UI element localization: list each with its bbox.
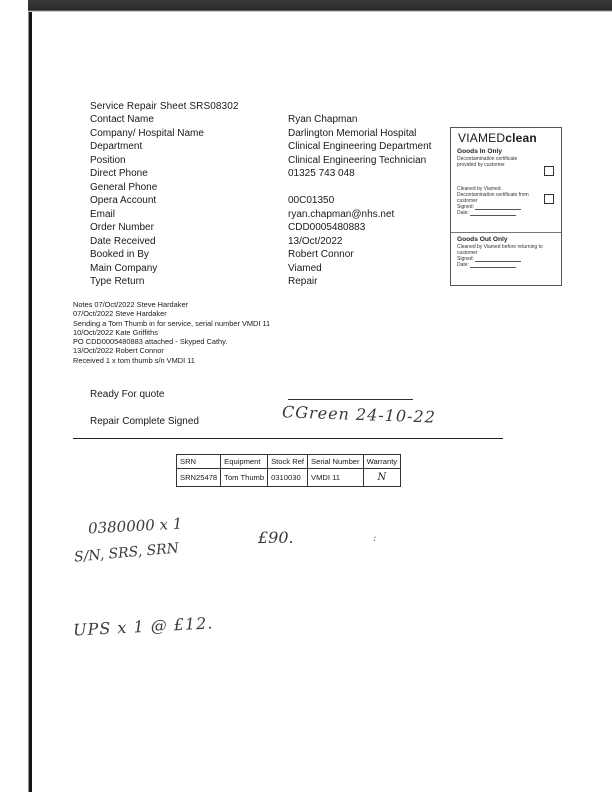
handwritten-signature: CGreen 24-10-22 [281,402,437,427]
field-label: Position [90,154,126,166]
field-label: Company/ Hospital Name [90,127,204,139]
repair-complete-label: Repair Complete Signed [90,416,199,427]
field-label: Order Number [90,222,154,233]
handwritten-mark: : [373,533,377,544]
note-line: Sending a Tom Thumb in for service, serial number VMDI 11 [73,318,271,328]
field-value: Clinical Engineering Technician [288,154,427,166]
note-line: 07/Oct/2022 Steve Hardaker [73,309,167,319]
note-line: Notes 07/Oct/2022 Steve Hardaker [73,300,189,309]
handwritten-price: £90. [258,528,294,547]
note-line: Received 1 x tom thumb s/n VMDI 11 [73,355,195,365]
field-value: CDD0005480883 [288,222,366,233]
field-label: General Phone [90,181,158,193]
field-label: Department [90,141,143,152]
field-label: Opera Account [90,195,157,206]
field-value: Clinical Engineering Department [288,141,432,152]
serial-number-cell: VMDI 11 [308,469,364,487]
field-value: Darlington Memorial Hospital [288,127,417,139]
column-header: Equipment [221,455,268,469]
field-value: 00C01350 [288,195,335,206]
field-value: Ryan Chapman [288,114,358,125]
stamp-cleaned [457,186,537,216]
field-label: Main Company [90,262,158,274]
field-label: Date Received [90,235,156,247]
stamp-signed-row: Signed: [457,204,537,210]
stamp-logo: VIAMEDclean [458,131,537,145]
scan-top-edge [28,0,612,12]
field-label: Booked in By [90,249,149,260]
field-value: 01325 743 048 [288,168,355,179]
handwritten-part-number: 0380000 x 1 [87,514,183,538]
handwritten-references: S/N, SRS, SRN [73,540,180,566]
cleaned-checkbox[interactable] [544,194,554,204]
note-line: 10/Oct/2022 Kate Griffiths [73,327,158,337]
table-row [177,469,401,487]
ready-for-quote-line [288,399,413,400]
column-header: Warranty [363,455,401,469]
goods-in-checkbox[interactable] [544,166,554,176]
note-line: 13/Oct/2022 Robert Connor [73,346,164,356]
field-label: Contact Name [90,114,154,125]
stamp-goods-out-title: Goods Out Only [457,236,508,243]
notes-block [73,300,270,365]
note-line: PO CDD0005480883 attached - Skyped Cathy. [73,337,228,347]
ready-for-quote-label: Ready For quote [90,389,165,400]
stamp-goods-in-text: Decontamination certificate provided by customer [457,156,518,168]
stamp-goods-in-title: Goods In Only [457,148,503,155]
field-label: Email [90,208,116,220]
stamp-date-row: Date: [457,210,537,216]
field-value: Viamed [288,262,322,274]
stamp-goods-out [457,236,555,268]
field-value: ryan.chapman@nhs.net [288,208,395,220]
field-label: Type Return [90,276,145,287]
srn-cell: SRN25478 [177,469,221,487]
sheet-title: Service Repair Sheet SRS08302 [90,101,239,112]
stamp-cleaned-text: Cleaned by Viamed. Decontamination certificate from customer [457,186,529,204]
field-value: Repair [288,276,318,287]
viamed-clean-stamp [450,127,562,286]
stamp-signed-row-2: Signed: [457,256,555,262]
stamp-divider [451,232,561,233]
parts-table [176,454,401,487]
equipment-cell: Tom Thumb [221,469,268,487]
column-header: Stock Ref [268,455,308,469]
handwritten-shipping: UPS x 1 @ £12. [72,613,214,640]
stamp-date-row-2: Date: [457,262,555,268]
field-value: Robert Connor [288,249,354,260]
column-header: SRN [177,455,221,469]
section-divider [73,438,503,439]
stamp-goods-in [457,148,535,168]
warranty-cell: N [363,469,401,487]
column-header: Serial Number [308,455,364,469]
scan-left-edge [0,0,32,792]
stock-ref-cell: 0310030 [268,469,308,487]
table-header-row [177,455,401,469]
field-label: Direct Phone [90,168,148,179]
stamp-goods-out-text: Cleaned by Viamed before returning to customer [457,244,543,256]
field-value: 13/Oct/2022 [288,235,343,247]
